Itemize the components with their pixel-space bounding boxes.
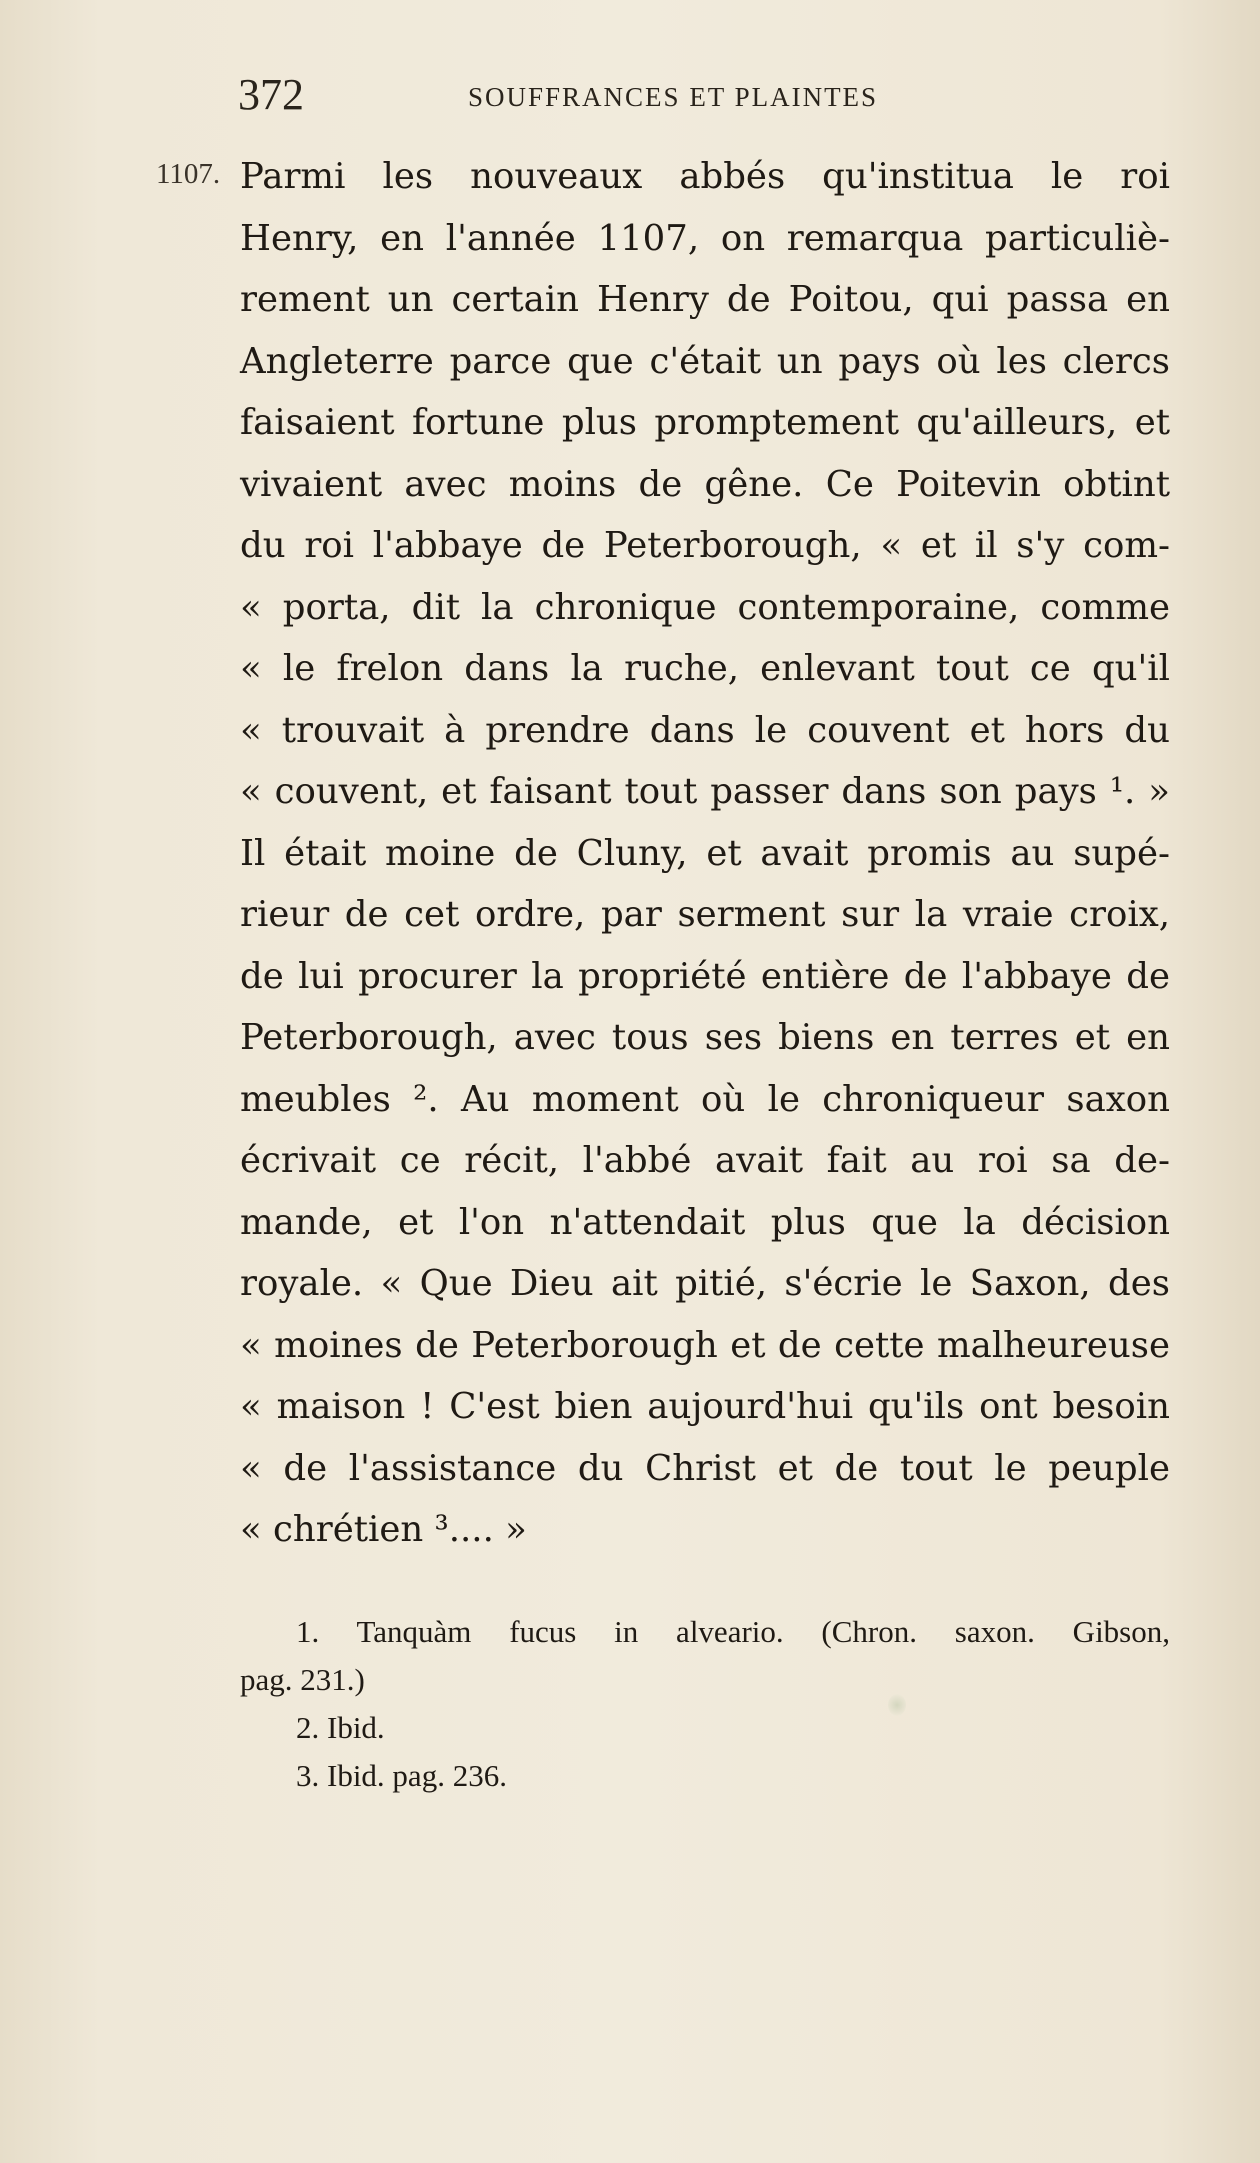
footnote-3: 3. Ibid. pag. 236. (296, 1758, 507, 1793)
text-line: Parmi les nouveaux abbés qu'institua le roi (240, 156, 1170, 197)
text-line: « le frelon dans la ruche, enlevant tout ce qu'il (240, 648, 1170, 689)
margin-year-note: 1107. (156, 158, 221, 190)
text-line: Il était moine de Cluny, et avait promis au supé- (240, 832, 1170, 874)
text-line: royale. « Que Dieu ait pitié, s'écrie le Saxon, des (240, 1263, 1170, 1304)
footnote-1: 1. Tanquàm fucus in alveario. (Chron. saxon. Gibson, (296, 1614, 1170, 1649)
text-line: « chrétien ³.... » (240, 1509, 527, 1550)
running-title: SOUFFRANCES ET PLAINTES (468, 82, 879, 112)
text-line: faisaient fortune plus promptement qu'ailleurs, et (240, 402, 1170, 443)
footnote-2: 2. Ibid. (296, 1710, 385, 1745)
text-line: « porta, dit la chronique contemporaine, comme (240, 586, 1170, 628)
text-line: Angleterre parce que c'était un pays où les clercs (240, 340, 1170, 382)
text-line: Peterborough, avec tous ses biens en terres et en (240, 1017, 1170, 1058)
page-number: 372 (238, 70, 304, 119)
running-head (238, 70, 1008, 120)
text-line: « maison ! C'est bien aujourd'hui qu'ils ont besoin (240, 1386, 1170, 1427)
text-line: rement un certain Henry de Poitou, qui passa en (240, 279, 1170, 320)
text-line: de lui procurer la propriété entière de l'abbaye de (240, 955, 1170, 997)
text-line: « moines de Peterborough et de cette malheureuse (240, 1324, 1170, 1366)
text-line: « trouvait à prendre dans le couvent et hors du (240, 709, 1170, 751)
paper-stain (888, 1694, 906, 1716)
footnotes (240, 1608, 1170, 1800)
text-line: du roi l'abbaye de Peterborough, « et il s'y com- (240, 525, 1170, 566)
text-line: écrivait ce récit, l'abbé avait fait au roi sa de- (240, 1140, 1170, 1181)
text-line: meubles ². Au moment où le chroniqueur saxon (240, 1078, 1170, 1120)
text-line: rieur de cet ordre, par serment sur la vraie croix, (240, 894, 1170, 935)
text-line: vivaient avec moins de gêne. Ce Poitevin obtint (240, 463, 1170, 505)
text-line: « de l'assistance du Christ et de tout le peuple (240, 1447, 1170, 1489)
text-line: mande, et l'on n'attendait plus que la décision (240, 1201, 1170, 1243)
text-line: Henry, en l'année 1107, on remarqua particuliè- (240, 217, 1170, 259)
text-line: « couvent, et faisant tout passer dans son pays ¹. » (240, 771, 1170, 812)
footnote-1-continuation: pag. 231.) (240, 1662, 365, 1697)
main-paragraph (240, 146, 1170, 1561)
